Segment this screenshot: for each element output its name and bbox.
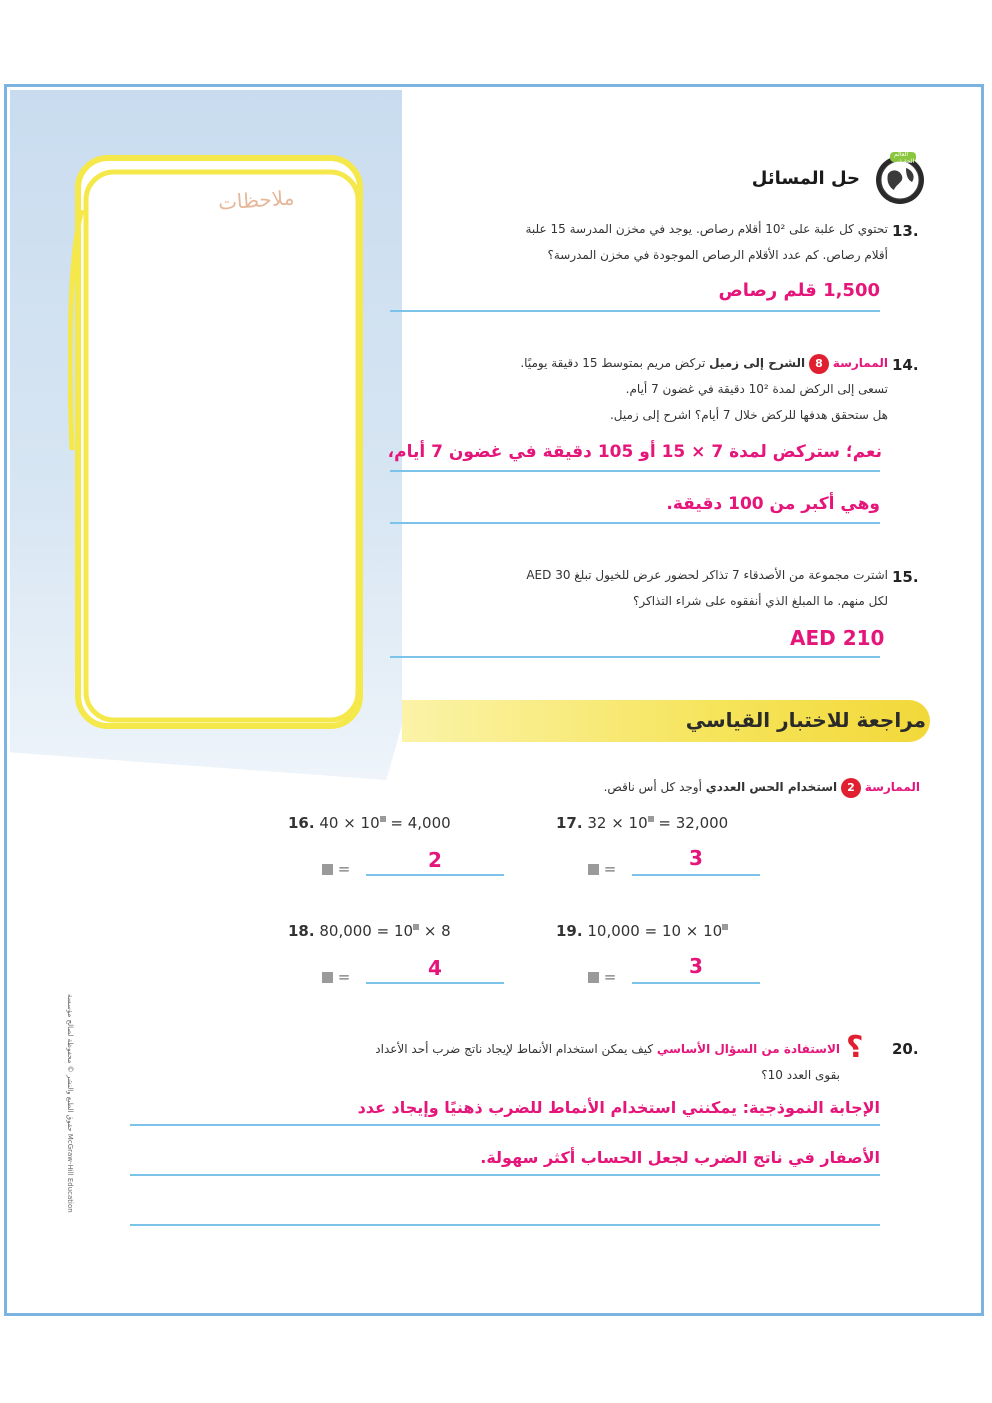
exercise-16 <box>288 810 451 832</box>
q15-answer-line <box>390 656 880 658</box>
q15-line2: لكل منهم. ما المبلغ الذي أنفقوه على شراء التذاكر؟ <box>633 594 888 608</box>
q13-answer: 1,500 قلم رصاص <box>718 280 880 301</box>
exercise-17-tail: = 32,000 <box>653 814 729 832</box>
exercise-17-answer: 3 <box>689 846 703 870</box>
exercise-17-blank: = <box>588 860 616 878</box>
exercise-17-expr: 32 × 10 <box>587 814 648 832</box>
q20-number: 20. <box>892 1040 919 1058</box>
q20-answer-line3 <box>130 1224 880 1226</box>
exercise-18-number: 18. <box>288 922 315 940</box>
q14-lead: الشرح إلى زميل <box>709 356 806 370</box>
exercise-16-blank: = <box>322 860 350 878</box>
copyright-credit <box>60 994 74 1260</box>
exercise-16-number: 16. <box>288 814 315 832</box>
exercise-19-answer: 3 <box>689 954 703 978</box>
exercise-18-blank: = <box>322 968 350 986</box>
notes-title: ملاحظات <box>217 185 296 215</box>
exercise-18-answer: 4 <box>428 956 442 980</box>
exercise-16-line <box>366 874 504 876</box>
q20-lead: الاستفادة من السؤال الأساسي <box>656 1042 840 1056</box>
exercise-19-number: 19. <box>556 922 583 940</box>
q15-number: 15. <box>892 568 919 586</box>
q14-line1-row <box>392 350 888 376</box>
q14-line3: هل ستحقق هدفها للركض خلال 7 أيام؟ اشرح إلى زميل. <box>609 408 888 422</box>
q20-line1: كيف يمكن استخدام الأنماط لإيجاد ناتج ضرب أحد الأعداد <box>375 1042 654 1056</box>
practice-banner-title: مراجعة للاختبار القياسي <box>685 708 926 732</box>
q13-text <box>392 216 888 268</box>
practice-intro-badge: 2 <box>841 778 861 798</box>
exercise-19 <box>556 918 728 940</box>
exercise-19-expr: 10,000 = 10 × 10 <box>587 922 723 940</box>
exercise-18-tail: × 8 <box>419 922 451 940</box>
exercise-16-answer: 2 <box>428 848 442 872</box>
q14-answer2: وهي أكبر من 100 دقيقة. <box>666 494 880 514</box>
q15-line1: اشترت مجموعة من الأصدقاء 7 تذاكر لحضور عرض للخيول تبلغ AED 30 <box>526 568 888 582</box>
q14-line1: تركض مريم بمتوسط 15 دقيقة يوميًا. <box>520 356 706 370</box>
q15-answer: AED 210 <box>790 626 885 650</box>
q13-answer-line <box>390 310 880 312</box>
practice-intro-text: أوجد كل أس ناقص. <box>603 780 702 794</box>
q13-line2: أقلام رصاص. كم عدد الأقلام الرصاص الموجودة في مخزن المدرسة؟ <box>547 248 888 262</box>
q13-number: 13. <box>892 222 919 240</box>
practice-intro-lead: استخدام الحس العددي <box>705 780 838 794</box>
exercise-19-blank: = <box>588 968 616 986</box>
q14-line2: تسعى إلى الركض لمدة 10² دقيقة في غضون 7 أيام. <box>625 382 888 396</box>
copyright-text: حقوق الطبع والنشر © محفوظة لصالح مؤسسة McGraw-Hill Education <box>66 994 74 1213</box>
q20-line2: بقوى العدد 10؟ <box>761 1068 840 1082</box>
q14-practice-badge: 8 <box>809 354 829 374</box>
exercise-16-expr: 40 × 10 <box>319 814 380 832</box>
exercise-17 <box>556 810 728 832</box>
q20-text <box>130 1036 840 1088</box>
exercise-18-line <box>366 982 504 984</box>
exercise-17-number: 17. <box>556 814 583 832</box>
globe-label: العالم الحقيقي <box>894 151 915 165</box>
q20-answer-line1 <box>130 1124 880 1126</box>
q20-answer1: الإجابة النموذجية: يمكنني استخدام الأنماط للضرب ذهنيًا وإيجاد عدد <box>357 1098 880 1117</box>
exercise-18 <box>288 918 451 940</box>
notes-panel <box>68 150 368 730</box>
q14-number: 14. <box>892 356 919 374</box>
practice-intro-label: الممارسة <box>864 780 920 794</box>
q13-line1: تحتوي كل علبة على 10² أقلام رصاص. يوجد في مخزن المدرسة 15 علبة <box>525 222 888 236</box>
q15-text <box>392 562 888 614</box>
exercise-19-line <box>632 982 760 984</box>
globe-icon <box>872 150 928 206</box>
practice-intro <box>420 774 920 800</box>
q20-line1-row <box>130 1036 840 1062</box>
exercise-17-line <box>632 874 760 876</box>
q14-answer1: نعم؛ ستركض لمدة 7 × 15 أو 105 دقيقة في غضون 7 أيام، <box>387 442 882 462</box>
notes-outline <box>68 150 368 730</box>
essential-question-icon: ؟ <box>846 1030 864 1065</box>
q20-answer-line2 <box>130 1174 880 1176</box>
section-title: حل المسائل <box>751 168 860 189</box>
exercise-16-tail: = 4,000 <box>385 814 451 832</box>
q14-text <box>392 350 888 428</box>
q14-answer-line1 <box>390 470 880 472</box>
q14-practice-label: الممارسة <box>832 356 888 370</box>
exercise-18-expr: 80,000 = 10 <box>319 922 414 940</box>
q20-answer2: الأصفار في ناتج الضرب لجعل الحساب أكثر سهولة. <box>480 1148 880 1167</box>
q14-answer-line2 <box>390 522 880 524</box>
